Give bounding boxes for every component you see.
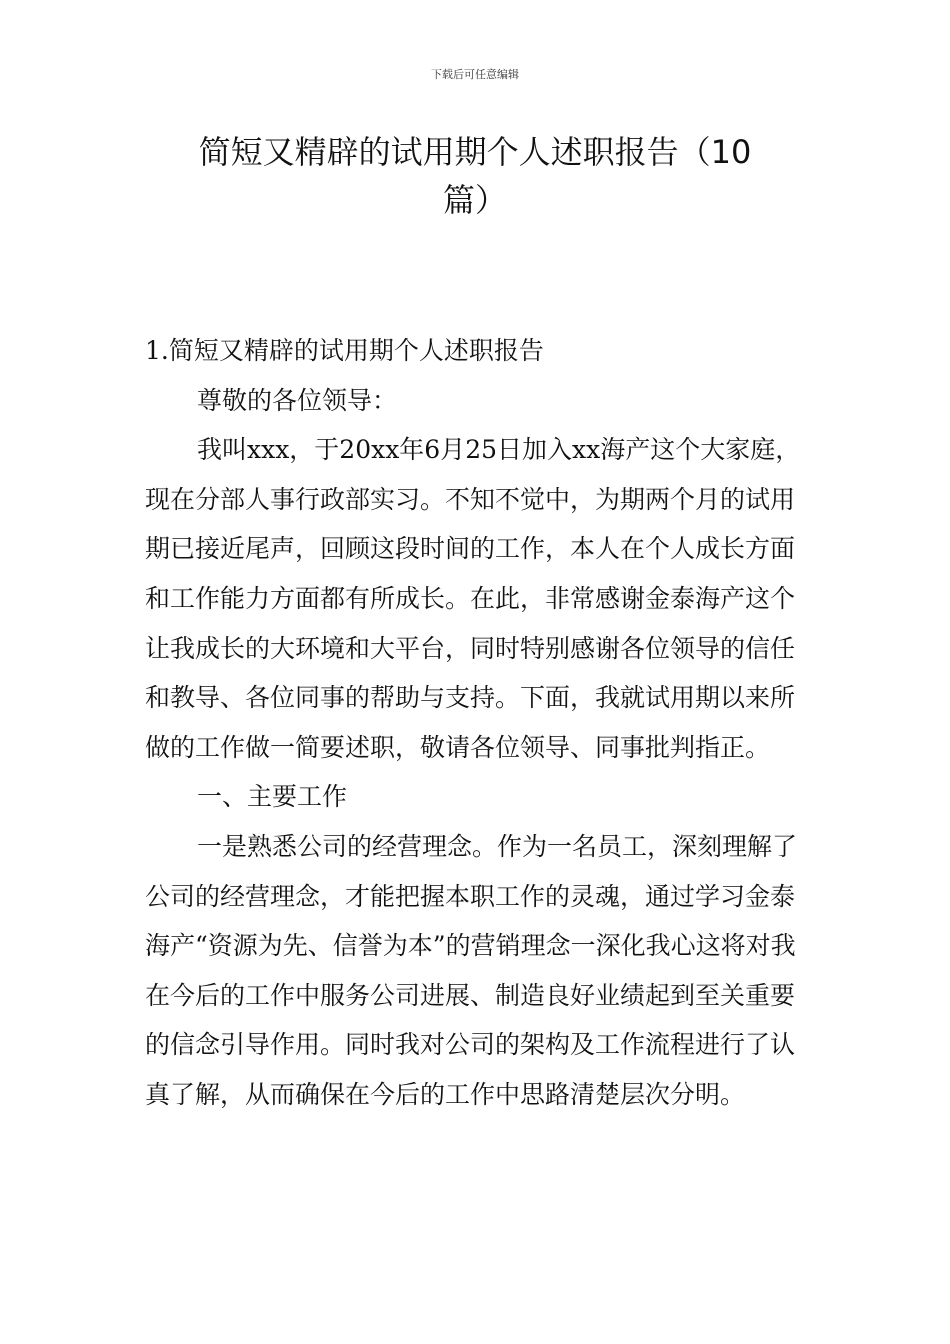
document-title	[150, 128, 800, 224]
salutation: 尊敬的各位领导：	[197, 385, 398, 415]
page-header-note: 下载后可任意编辑	[431, 68, 519, 81]
title-line-1: 简短又精辟的试用期个人述职报告（10	[198, 133, 752, 171]
title-line-2: 篇）	[442, 181, 507, 219]
document-body	[145, 326, 813, 1120]
paragraph-intro: 我叫xxx，于20xx年6月25日加入xx海产这个大家庭，现在分部人事行政部实习。不知不觉中，为期两个月的试用期已接近尾声，回顾这段时间的工作，本人在个人成长方面和工作能力方面都有所成长。在此，非常感谢金泰海产这个让我成长的大环境和大平台，同时特别感谢各位领导的信任和教导、各位同事的帮助与支持。下面，我就试用期以来所做的工作做一简要述职，敬请各位领导、同事批判指正。	[145, 435, 801, 762]
section-heading: 1.简短又精辟的试用期个人述职报告	[145, 336, 544, 365]
subheading-main-work: 一、主要工作	[197, 782, 348, 812]
paragraph-business-philosophy: 一是熟悉公司的经营理念。作为一名员工，深刻理解了公司的经营理念，才能把握本职工作的灵魂，通过学习金泰海产“资源为先、信誉为本”的营销理念一深化我心这将对我在今后的工作中服务公司进展、制造良好业绩起到至关重要的信念引导作用。同时我对公司的架构及工作流程进行了认真了解，从而确保在今后的工作中思路清楚层次分明。	[145, 831, 798, 1109]
